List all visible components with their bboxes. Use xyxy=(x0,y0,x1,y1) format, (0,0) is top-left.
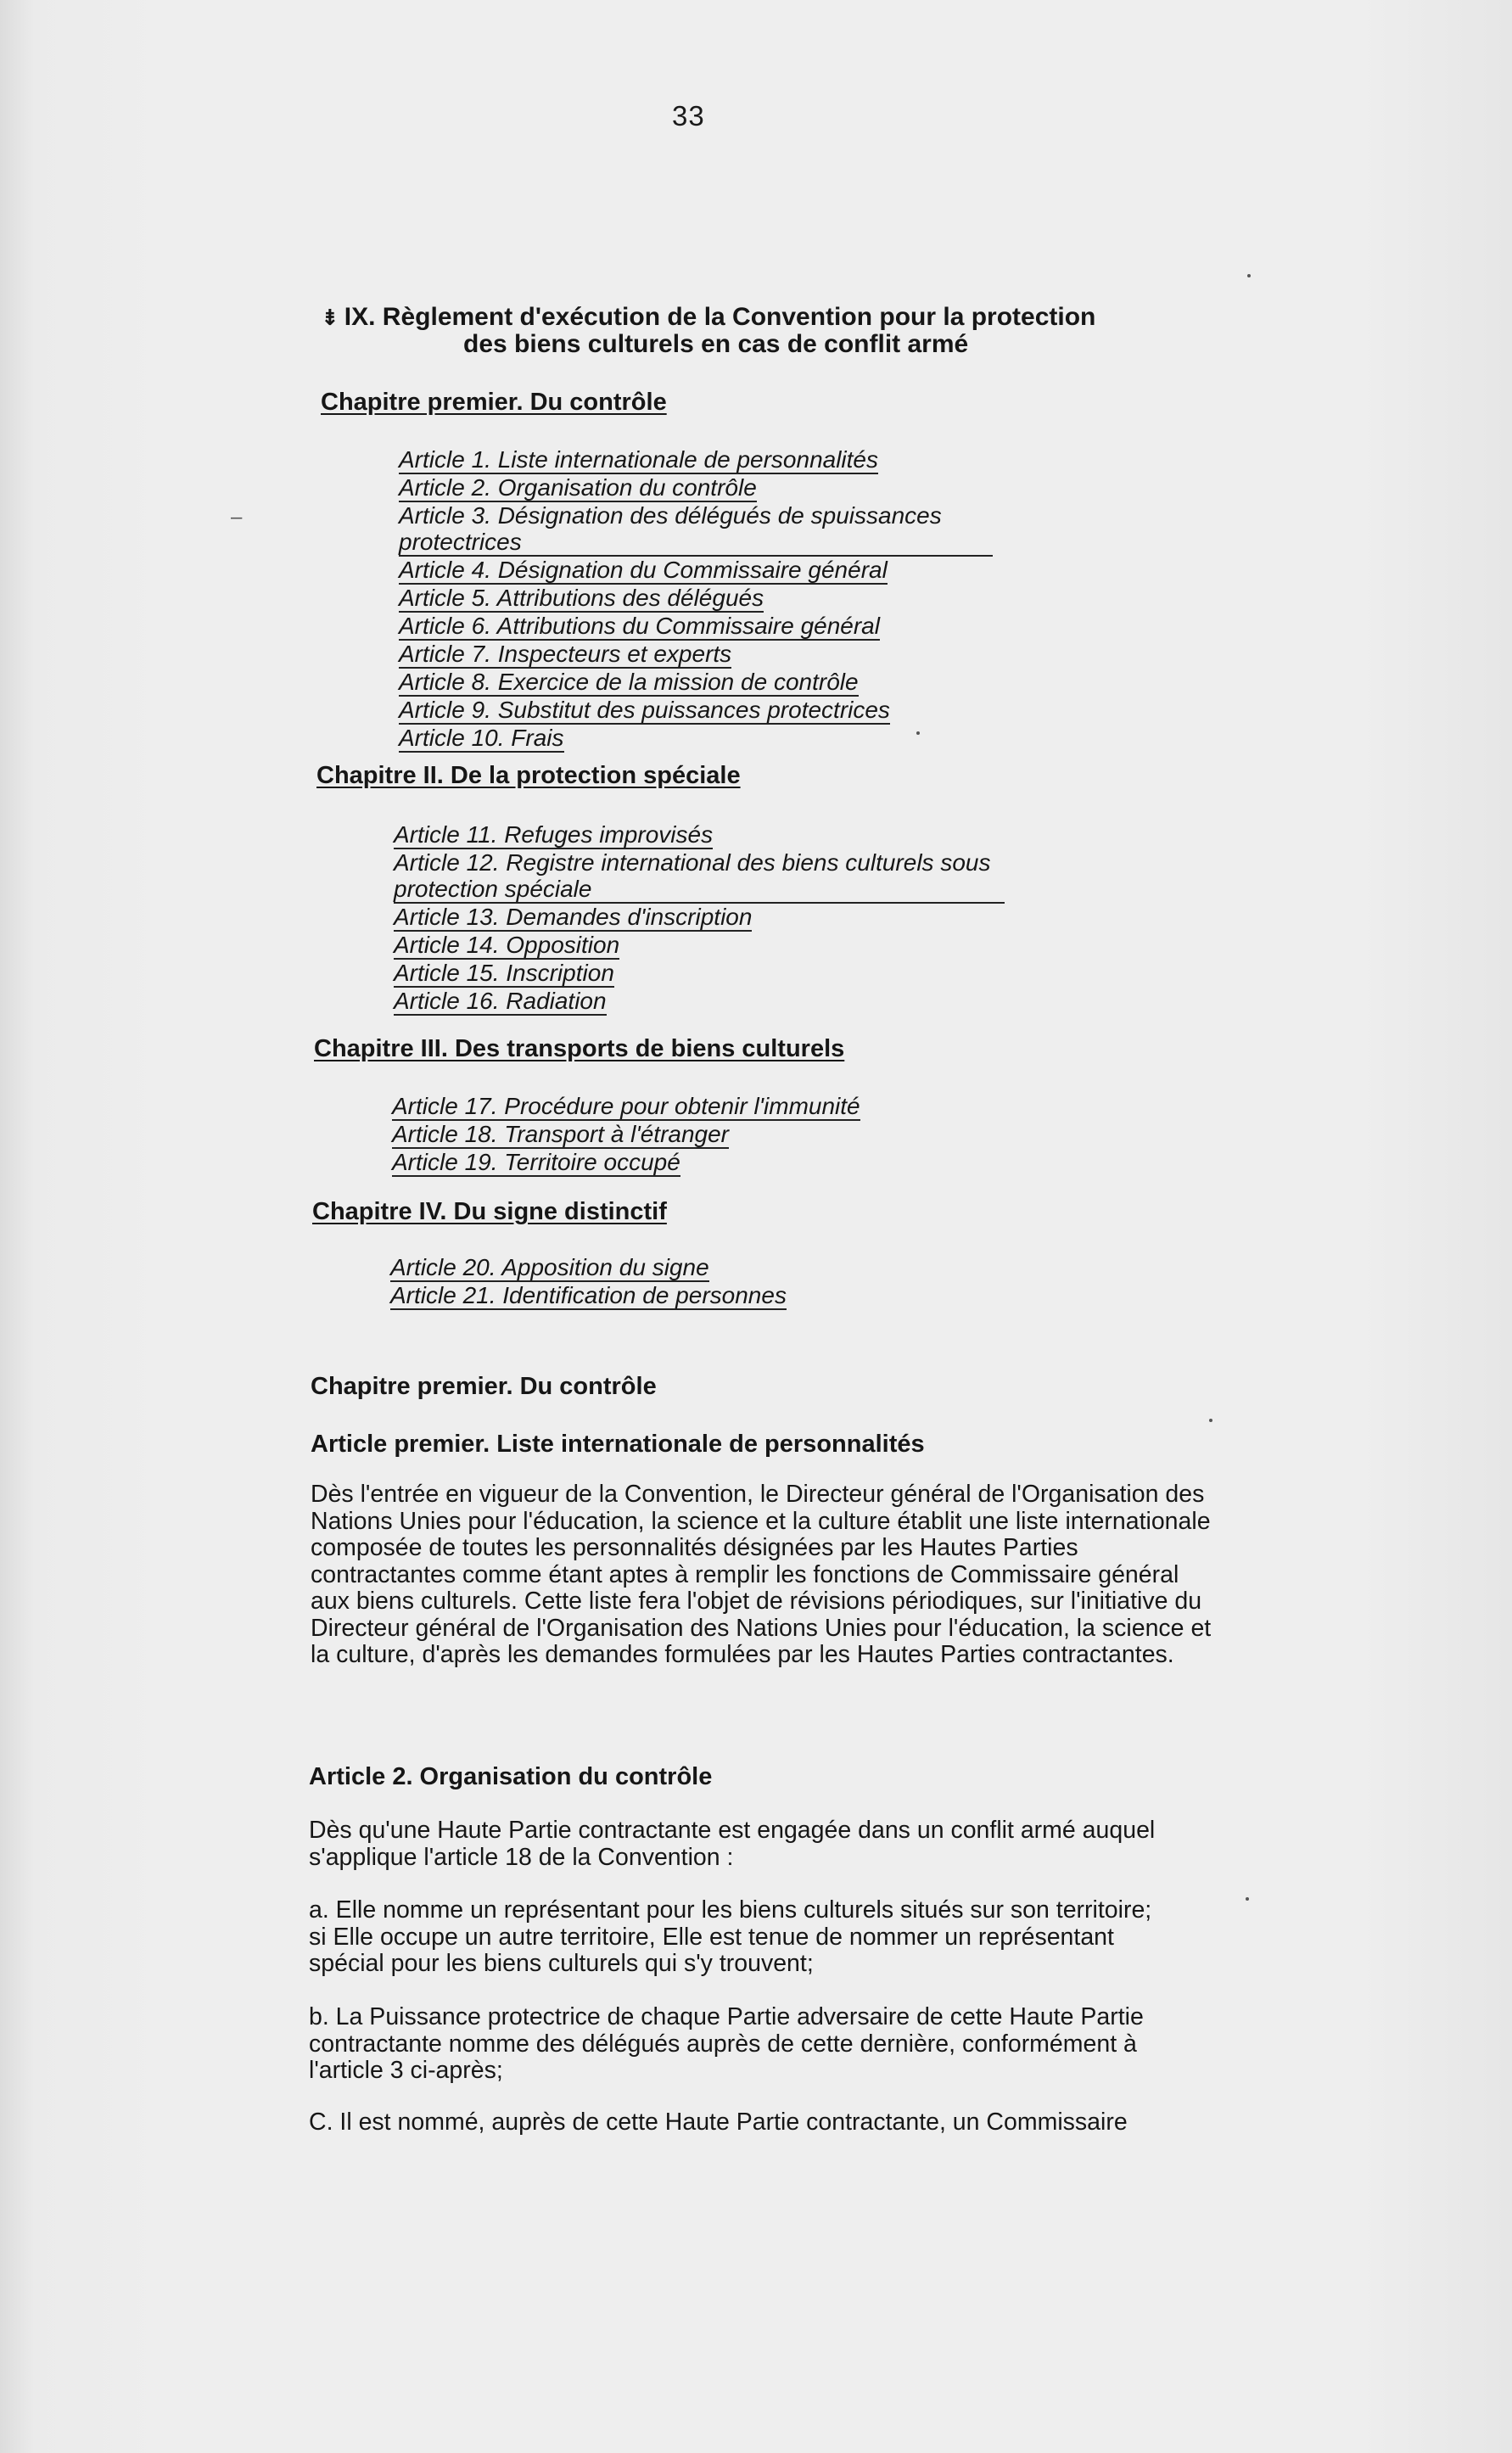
toc-link-article-10[interactable]: Article 10. Frais xyxy=(399,725,564,751)
toc-article-list-2 xyxy=(394,821,1005,1016)
toc-link-article-17[interactable]: Article 17. Procédure pour obtenir l'immunité xyxy=(392,1093,860,1119)
article-2-item-b: b. La Puissance protectrice de chaque Partie adversaire de cette Haute Partie contractante nomme des délégués auprès de cette dernière, conformément à l'article 3 ci-après; xyxy=(309,2003,1144,2084)
double-chevron-down-icon: ⇟ xyxy=(321,305,339,330)
toc-link-article-2[interactable]: Article 2. Organisation du contrôle xyxy=(399,474,757,501)
toc-link-article-1[interactable]: Article 1. Liste internationale de personnalités xyxy=(399,446,879,473)
article-2-heading: Article 2. Organisation du contrôle xyxy=(309,1763,713,1790)
scan-speck xyxy=(916,731,920,735)
toc-article-list-4 xyxy=(390,1254,787,1310)
margin-dash-mark: – xyxy=(231,506,243,529)
article-2-intro: Dès qu'une Haute Partie contractante est engagée dans un conflit armé auquel s'applique l'article 18 de la Convention : xyxy=(309,1817,1156,1871)
body-chapter-heading: Chapitre premier. Du contrôle xyxy=(311,1373,657,1400)
toc-link-article-19[interactable]: Article 19. Territoire occupé xyxy=(392,1149,680,1175)
scan-speck xyxy=(1247,274,1251,277)
article-2-item-a: a. Elle nomme un représentant pour les biens culturels situés sur son territoire; si Elle occupe un autre territoire, Elle est tenue de nommer un représentant spécial pour les biens culturels qui s'y trouvent; xyxy=(309,1896,1152,1977)
article-1-paragraph: Dès l'entrée en vigueur de la Convention, le Directeur général de l'Organisation des Nations Unies pour l'éducation, la science et la culture établit une liste internationale composée de toutes les personnalités désignées par les Hautes Parties contractantes comme étant aptes à remplir les fonctions de Commissaire général aux biens culturels. Cette liste fera l'objet de révisions périodiques, sur l'initiative du Directeur général de l'Organisation des Nations Unies pour l'éducation, la science et la culture, d'après les demandes formulées par les Hautes Parties contractantes. xyxy=(311,1481,1212,1668)
toc-chapter-heading-4: Chapitre IV. Du signe distinctif xyxy=(312,1198,667,1225)
toc-link-article-21[interactable]: Article 21. Identification de personnes xyxy=(390,1282,787,1308)
toc-article-list-3 xyxy=(392,1093,860,1177)
toc-chapter-heading-3: Chapitre III. Des transports de biens culturels xyxy=(314,1035,845,1062)
toc-link-article-8[interactable]: Article 8. Exercice de la mission de contrôle xyxy=(399,669,859,695)
toc-link-article-11[interactable]: Article 11. Refuges improvisés xyxy=(394,821,714,848)
toc-link-article-5[interactable]: Article 5. Attributions des délégués xyxy=(399,585,764,611)
document-title xyxy=(321,304,1169,357)
toc-link-article-6[interactable]: Article 6. Attributions du Commissaire général xyxy=(399,613,880,639)
toc-chapter-heading-2: Chapitre II. De la protection spéciale xyxy=(316,762,741,789)
article-1-heading: Article premier. Liste internationale de personnalités xyxy=(311,1431,925,1458)
toc-chapter-heading-1: Chapitre premier. Du contrôle xyxy=(321,389,667,416)
toc-link-article-9[interactable]: Article 9. Substitut des puissances protectrices xyxy=(399,697,890,723)
toc-article-list-1 xyxy=(399,446,993,753)
toc-link-article-18[interactable]: Article 18. Transport à l'étranger xyxy=(392,1121,730,1147)
toc-link-article-20[interactable]: Article 20. Apposition du signe xyxy=(390,1254,709,1280)
toc-link-article-3[interactable]: Article 3. Désignation des délégués de spuissances protectrices xyxy=(399,502,993,557)
article-2-item-c: C. Il est nommé, auprès de cette Haute Partie contractante, un Commissaire xyxy=(309,2109,1128,2136)
toc-link-article-4[interactable]: Article 4. Désignation du Commissaire général xyxy=(399,557,888,583)
page-number: 33 xyxy=(672,100,705,132)
toc-link-article-14[interactable]: Article 14. Opposition xyxy=(394,932,620,958)
scan-speck xyxy=(1209,1419,1212,1422)
toc-link-article-13[interactable]: Article 13. Demandes d'inscription xyxy=(394,904,753,930)
scan-speck xyxy=(1246,1897,1249,1901)
toc-link-article-16[interactable]: Article 16. Radiation xyxy=(394,988,607,1014)
toc-link-article-12[interactable]: Article 12. Registre international des biens culturels sous protection spéciale xyxy=(394,849,1005,904)
title-line-2: des biens culturels en cas de conflit armé xyxy=(463,330,969,358)
toc-link-article-7[interactable]: Article 7. Inspecteurs et experts xyxy=(399,641,732,667)
toc-link-article-15[interactable]: Article 15. Inscription xyxy=(394,960,614,986)
title-line-1: IX. Règlement d'exécution de la Convention pour la protection xyxy=(344,303,1096,331)
